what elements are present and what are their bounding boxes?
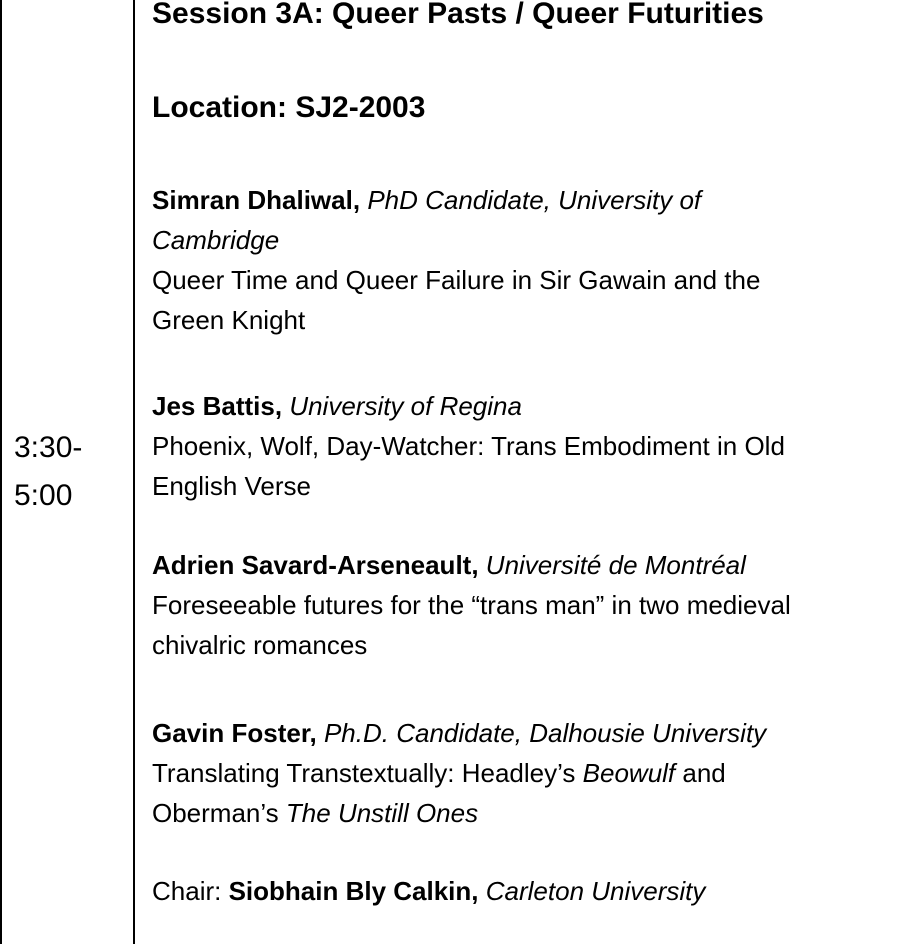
presentation-title-cont (152, 793, 912, 833)
presentation-title (152, 753, 912, 793)
presenter-name: Simran Dhaliwal, (152, 185, 361, 215)
session-location: Location: SJ2-2003 (152, 91, 426, 124)
time-end: 5:00 (14, 479, 73, 512)
title-text: Translating Transtextually: Headley’s (152, 758, 583, 788)
time-cell (14, 424, 124, 520)
presenter-affiliation: Ph.D. Candidate, Dalhousie University (323, 718, 767, 748)
presentation-2 (152, 386, 912, 506)
presentation-4 (152, 713, 912, 833)
presentation-3 (152, 545, 912, 665)
title-text: Oberman’s (152, 798, 286, 828)
presenter-affiliation: PhD Candidate, University of (367, 185, 702, 215)
chair-affiliation: Carleton University (485, 876, 706, 906)
session-title: Session 3A: Queer Pasts / Queer Futurities (152, 0, 764, 30)
presentation-title: Phoenix, Wolf, Day-Watcher: Trans Embodiment in Old (152, 431, 785, 461)
time-start: 3:30- (14, 431, 83, 464)
presenter-affiliation-cont: Cambridge (152, 225, 280, 255)
table-left-border (0, 0, 2, 944)
title-italic: Beowulf (582, 758, 676, 788)
presentation-1 (152, 180, 912, 340)
title-text: and (675, 758, 726, 788)
session-chair (152, 871, 912, 911)
presentation-title-cont: Green Knight (152, 305, 306, 335)
presentation-title: Queer Time and Queer Failure in Sir Gawain and the (152, 265, 761, 295)
presenter-name: Gavin Foster, (152, 718, 317, 748)
presenter-name: Adrien Savard-Arseneault, (152, 550, 479, 580)
title-italic: The Unstill Ones (285, 798, 479, 828)
presentation-title-cont: English Verse (152, 471, 311, 501)
presenter-affiliation: University of Regina (289, 391, 522, 421)
presentation-title: Foreseeable futures for the “trans man” in two medieval (152, 590, 791, 620)
presenter-name: Jes Battis, (152, 391, 283, 421)
presentation-title-cont: chivalric romances (152, 630, 368, 660)
chair-label: Chair: (152, 876, 229, 906)
presenter-affiliation: Université de Montréal (485, 550, 746, 580)
chair-name: Siobhain Bly Calkin, (228, 876, 479, 906)
table-column-divider (133, 0, 135, 944)
